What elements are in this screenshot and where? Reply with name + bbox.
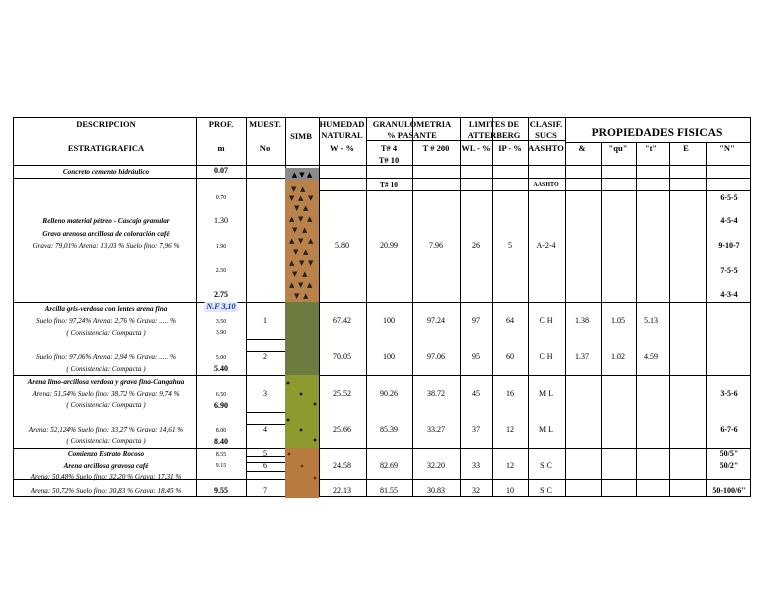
sample-line xyxy=(246,471,285,472)
layer3-line2: Arena: 51,54% Suelo fino: 38,72 % Grava: 9,74 % xyxy=(32,390,180,398)
header-t10: T# 10 xyxy=(378,155,400,165)
svg-text:▲ ▼ ▲: ▲ ▼ ▲ xyxy=(291,171,313,179)
header-t: "t" xyxy=(644,143,658,153)
header-propiedades: PROPIEDADES FISICAS xyxy=(591,127,723,139)
header-descripcion: DESCRIPCION xyxy=(76,119,136,129)
layer1-ip: 5 xyxy=(508,241,512,250)
layer2b-clasif: C H xyxy=(539,352,553,361)
layer4-line3: Arena: 50,48% Suelo fino: 32,20 % Grava: 17,31 % xyxy=(30,473,182,481)
layer3-t4: 90.26 xyxy=(380,389,398,398)
svg-text:▲: ▲ xyxy=(307,281,313,289)
layer2-wl: 97 xyxy=(472,316,480,325)
layer4-line1: Comienzo Estrato Rocoso xyxy=(67,450,145,458)
depth: 2.75 xyxy=(214,290,228,299)
svg-text:▲: ▲ xyxy=(302,270,308,278)
layer2b-wl: 95 xyxy=(472,352,480,361)
svg-text:▲: ▲ xyxy=(303,248,309,256)
layer2-amp: 1.38 xyxy=(575,316,589,325)
header-muest-no: No xyxy=(259,143,271,153)
layer2-qu: 1.05 xyxy=(611,316,625,325)
sample-line xyxy=(246,339,285,340)
layer2b-line1: Suelo fino: 97,06% Arena: 2,94 % Grava: ..... % xyxy=(36,353,176,361)
row-divider xyxy=(14,165,750,166)
depth: 9.15 xyxy=(215,463,227,469)
layer4-t4: 82.69 xyxy=(380,461,398,470)
layer3b-t200: 33.27 xyxy=(427,425,445,434)
column-divider xyxy=(669,142,670,496)
header-simb: SIMB xyxy=(290,131,312,141)
depth: 9.55 xyxy=(214,486,228,495)
layer2-t: 5.13 xyxy=(644,316,658,325)
header-clasif: CLASIF. xyxy=(529,119,563,129)
svg-text:▼: ▼ xyxy=(289,194,295,202)
layer3b-ip: 12 xyxy=(506,425,514,434)
layer1-n: 9-10-7 xyxy=(718,241,740,250)
layer2-ip: 64 xyxy=(506,316,514,325)
header-n: "N" xyxy=(719,143,735,153)
svg-text:▼: ▼ xyxy=(308,259,314,267)
sub-t10: T# 10 xyxy=(379,180,399,189)
layer4-line2: Arena arcillosa gravosa café xyxy=(63,462,149,470)
svg-text:▼: ▼ xyxy=(298,237,304,245)
layer1-line3: Grava: 79,01% Arena: 13,03 % Suelo fino: 7,96 % xyxy=(32,242,180,250)
column-divider xyxy=(412,118,413,496)
layer3-muest: 3 xyxy=(263,389,267,398)
svg-text:▼: ▼ xyxy=(293,248,299,256)
svg-text:▼: ▼ xyxy=(294,292,300,300)
layer1-n: 7-5-5 xyxy=(720,266,738,275)
layer4-wl: 33 xyxy=(472,461,480,470)
column-divider xyxy=(366,118,367,496)
depth: 1.90 xyxy=(215,244,227,250)
layer2b-w: 70.05 xyxy=(333,352,351,361)
svg-text:▼: ▼ xyxy=(292,270,298,278)
layer2-line2: Suelo fino: 97,24% Arena: 2,76 % Grava: ..... % xyxy=(36,317,176,325)
row-divider xyxy=(14,302,750,303)
svg-text:▲: ▲ xyxy=(307,215,313,223)
svg-text:▲: ▲ xyxy=(302,226,308,234)
layer1-t4: 20.99 xyxy=(380,241,398,250)
svg-text:▼: ▼ xyxy=(292,226,298,234)
layer4-w: 24.58 xyxy=(333,461,351,470)
svg-text:▼: ▼ xyxy=(299,259,305,267)
layer4-n1: 50/5" xyxy=(719,449,739,458)
svg-text:▼: ▼ xyxy=(298,281,304,289)
depth: 1.30 xyxy=(214,216,228,225)
layer3-line3: ( Consistencia: Compacta ) xyxy=(66,401,146,409)
svg-text:▲: ▲ xyxy=(303,204,309,212)
header-muest: MUEST. xyxy=(249,119,281,129)
layer4b-t4: 81.55 xyxy=(380,486,398,495)
svg-text:▲: ▲ xyxy=(289,259,295,267)
layer3-ip: 16 xyxy=(506,389,514,398)
layer3-wl: 45 xyxy=(472,389,480,398)
header-ip: IP - % xyxy=(498,143,522,153)
header-estratigrafica: ESTRATIGRAFICA xyxy=(67,143,145,153)
layer1-n: 4-3-4 xyxy=(720,290,738,299)
layer1-line1: Relleno material pétreo - Cascajo granular xyxy=(42,217,170,225)
column-divider xyxy=(460,118,461,496)
row-divider xyxy=(319,190,750,191)
svg-text:▼: ▼ xyxy=(291,185,297,193)
header-granulometria: GRANULOMETRIA xyxy=(372,119,452,129)
concreto-prof: 0.07 xyxy=(214,166,228,175)
layer3b-muest: 4 xyxy=(263,425,267,434)
layer3-line1: Arena limo-arcillosa verdosa y grava fina-Cangahua xyxy=(27,378,185,386)
header-sucs: SUCS xyxy=(535,130,557,140)
layer1-n: 4-5-4 xyxy=(720,216,738,225)
svg-text:▲: ▲ xyxy=(298,194,304,202)
layer3b-line2: ( Consistencia: Compacta ) xyxy=(66,437,146,445)
header-natural: NATURAL xyxy=(321,130,363,140)
layer2b-t4: 100 xyxy=(383,352,395,361)
column-divider xyxy=(492,118,493,496)
layer4b-muest: 7 xyxy=(263,486,267,495)
svg-text:▲: ▲ xyxy=(300,185,306,193)
sample-line xyxy=(246,412,285,413)
svg-text:▼: ▼ xyxy=(294,204,300,212)
layer1-t200: 7.96 xyxy=(429,241,443,250)
header-e: E xyxy=(683,143,689,153)
header-t4: T# 4 xyxy=(380,143,398,153)
layer4-clasif: S C xyxy=(540,461,552,470)
svg-text:▲: ▲ xyxy=(303,292,309,300)
layer1-clasif: A-2-4 xyxy=(536,241,556,250)
column-divider xyxy=(528,118,529,496)
column-divider xyxy=(196,118,197,496)
water-table-label: N.F 3,10 xyxy=(206,302,236,311)
row-divider xyxy=(14,375,750,376)
layer4-muest1: 5 xyxy=(263,449,267,458)
svg-text:▲: ▲ xyxy=(289,281,295,289)
layer1-w: 5.80 xyxy=(335,241,349,250)
layer2b-line2: ( Consistencia: Compacta ) xyxy=(66,365,146,373)
header-humedad: HUMEDAD xyxy=(319,119,365,129)
header-qu: "qu" xyxy=(608,143,628,153)
layer3b-line1: Arena: 52,124% Suelo fino: 33,27 % Grava: 14,61 % xyxy=(28,426,184,434)
svg-text:▲: ▲ xyxy=(308,237,314,245)
depth: 8.40 xyxy=(214,437,228,446)
layer4b-line1: Arena: 50,72% Suelo fino: 30,83 % Grava: 18,45 % xyxy=(30,487,182,495)
layer2b-t: 4.59 xyxy=(644,352,658,361)
layer2b-t200: 97.06 xyxy=(427,352,445,361)
depth: 3.90 xyxy=(215,330,227,336)
layer2-t200: 97.24 xyxy=(427,316,445,325)
column-divider xyxy=(601,142,602,496)
layer2-w: 67.42 xyxy=(333,316,351,325)
layer3b-w: 25.66 xyxy=(333,425,351,434)
layer4-muest2: 6 xyxy=(263,461,267,470)
layer1-line2: Grava arenosa arcillosa de coloración café xyxy=(42,230,170,238)
row-divider xyxy=(366,140,565,141)
header-t200: T # 200 xyxy=(422,143,450,153)
column-divider xyxy=(706,142,707,496)
depth: 5.40 xyxy=(214,364,228,373)
depth: 8.00 xyxy=(215,428,227,434)
header-aashto: AASHTO xyxy=(528,143,564,153)
svg-text:▼: ▼ xyxy=(308,194,314,202)
depth: 0.70 xyxy=(215,195,227,201)
column-divider xyxy=(246,118,247,496)
concreto-desc: Concreto cemento hidráulico xyxy=(62,168,150,176)
depth: 5.00 xyxy=(215,355,227,361)
header-atterberg: ATTERBERG xyxy=(467,130,521,140)
svg-text:▲: ▲ xyxy=(289,237,295,245)
depth: 3.50 xyxy=(215,319,227,325)
depth: 6.50 xyxy=(215,392,227,398)
svg-text:▼: ▼ xyxy=(298,215,304,223)
layer2-line1: Arcilla gris-verdosa con lentes arena fina xyxy=(44,305,168,313)
layer3-clasif: M L xyxy=(539,389,553,398)
header-prof: PROF. xyxy=(208,119,234,129)
layer3b-clasif: M L xyxy=(539,425,553,434)
sub-aashto: AASHTO xyxy=(533,182,559,188)
layer2-line3: ( Consistencia: Compacta ) xyxy=(66,329,146,337)
layer3b-t4: 85.39 xyxy=(380,425,398,434)
layer4b-w: 22.13 xyxy=(333,486,351,495)
soil-symbol-column xyxy=(285,168,319,498)
layer2b-qu: 1.02 xyxy=(611,352,625,361)
header-amp: & xyxy=(578,143,586,153)
layer4-ip: 12 xyxy=(506,461,514,470)
depth: 2.50 xyxy=(215,268,227,274)
layer2-muest: 1 xyxy=(263,316,267,325)
layer1-n: 6-5-5 xyxy=(720,193,738,202)
layer3-t200: 38.72 xyxy=(427,389,445,398)
layer4b-ip: 10 xyxy=(506,486,514,495)
column-divider xyxy=(565,118,566,496)
layer2b-muest: 2 xyxy=(263,352,267,361)
layer3-n: 3-5-6 xyxy=(720,389,738,398)
layer3b-n: 6-7-6 xyxy=(720,425,738,434)
header-pasante: % PASANTE xyxy=(387,130,437,140)
layer4-n2: 50/2" xyxy=(719,461,739,470)
row-divider xyxy=(14,178,750,179)
header-prof-unit: m xyxy=(217,143,225,153)
svg-text:▲: ▲ xyxy=(289,215,295,223)
layer2b-ip: 60 xyxy=(506,352,514,361)
depth: 8.55 xyxy=(215,452,227,458)
layer3-w: 25.52 xyxy=(333,389,351,398)
layer4-t200: 32.20 xyxy=(427,461,445,470)
header-w: W - % xyxy=(330,143,354,153)
column-divider xyxy=(319,118,320,496)
layer3b-wl: 37 xyxy=(472,425,480,434)
layer1-wl: 26 xyxy=(472,241,480,250)
layer4b-wl: 32 xyxy=(472,486,480,495)
layer4b-n: 50-100/6" xyxy=(712,486,746,495)
layer4b-clasif: S C xyxy=(540,486,552,495)
header-limites: LIMITES DE xyxy=(468,119,520,129)
header-wl: WL - % xyxy=(461,143,491,153)
depth: 6.90 xyxy=(214,401,228,410)
layer4b-t200: 30.83 xyxy=(427,486,445,495)
layer2-clasif: C H xyxy=(539,316,553,325)
layer2b-amp: 1.37 xyxy=(575,352,589,361)
layer2-t4: 100 xyxy=(383,316,395,325)
column-divider xyxy=(636,142,637,496)
